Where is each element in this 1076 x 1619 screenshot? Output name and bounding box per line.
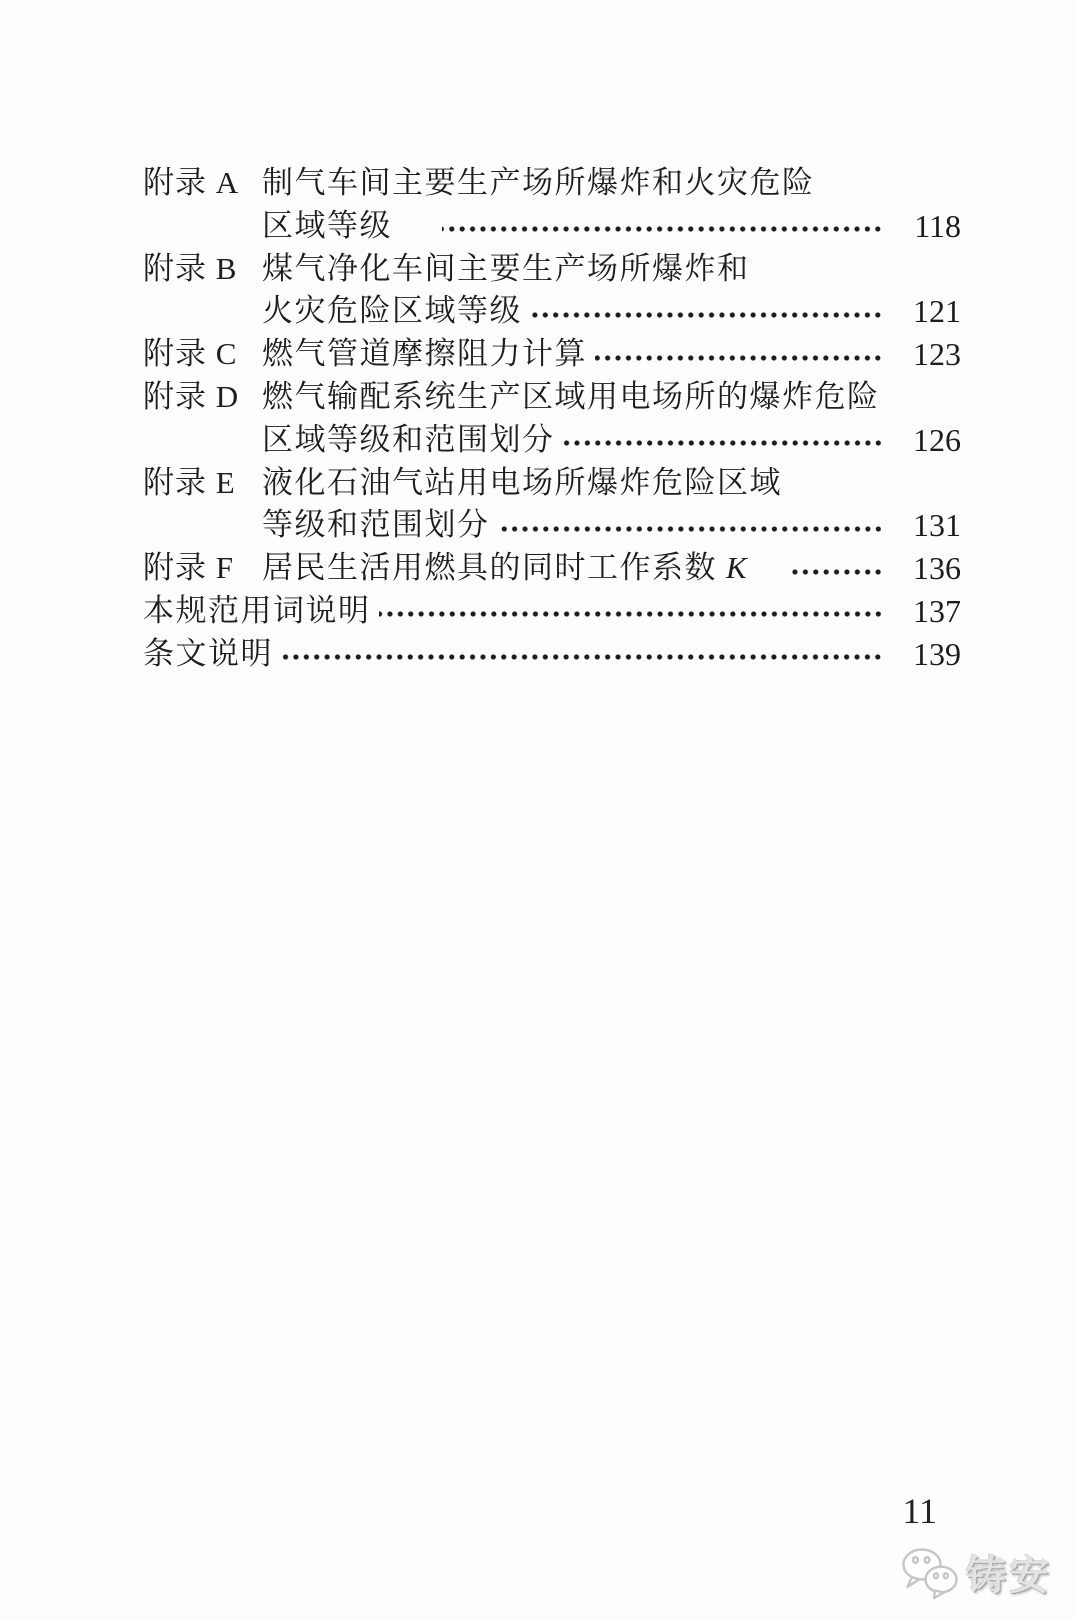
toc-entry-label: 附录 B (143, 250, 238, 286)
dot-leader (595, 353, 883, 363)
toc-entry-title: 等级和范围划分 (262, 507, 490, 543)
toc-entry-title: 制气车间主要生产场所爆炸和火灾危险 (262, 165, 815, 200)
toc-entry-label: 附录 D (143, 378, 240, 414)
dot-leader (281, 652, 883, 662)
page-number: 11 (902, 1491, 937, 1531)
toc-entry-title: 煤气净化车间主要生产场所爆炸和 (262, 250, 750, 286)
toc-entry-title: 居民生活用燃具的同时工作系数 (262, 550, 717, 586)
toc-entry-e-line1 (143, 462, 961, 505)
toc-entry-d-line2 (143, 419, 961, 462)
dot-leader (530, 310, 883, 320)
toc-entry-f (143, 547, 961, 590)
toc-entry-page: 136 (913, 550, 961, 587)
watermark-text: 铸安 (966, 1554, 1052, 1598)
toc-entry-label: 附录 A (143, 165, 240, 200)
toc-entry-title: 条文说明 (143, 635, 273, 671)
toc-entry-page: 121 (913, 293, 961, 330)
toc-entry-page: 139 (913, 635, 961, 672)
italic-variable-k: K (726, 550, 747, 586)
toc-entry-b-line2 (143, 290, 961, 333)
toc-entry-page: 118 (914, 207, 961, 244)
dot-leader (563, 438, 884, 448)
toc-entry-label: 附录 F (143, 550, 234, 586)
toc-entry-terms (143, 590, 961, 633)
toc-entry-title: 燃气输配系统生产区域用电场所的爆炸危险 (262, 378, 880, 414)
toc-entry-page: 131 (913, 507, 961, 544)
toc-entry-page: 123 (913, 336, 961, 373)
toc-entry-title: 区域等级和范围划分 (262, 421, 555, 457)
toc-entry-page: 137 (913, 592, 961, 629)
toc-entry-clauses (143, 633, 961, 676)
toc-entry-label: 附录 E (143, 464, 236, 500)
toc-entry-a-line1 (143, 162, 961, 205)
dot-leader (442, 224, 883, 234)
toc-entry-title: 燃气管道摩擦阻力计算 (262, 336, 587, 372)
dot-leader (789, 567, 883, 577)
toc-entry-c (143, 333, 961, 376)
toc-entry-e-line2 (143, 504, 961, 547)
toc-entry-title: 本规范用词说明 (143, 592, 371, 628)
toc-entry-page: 126 (913, 421, 961, 458)
dot-leader (379, 609, 884, 619)
wechat-icon (901, 1547, 959, 1599)
toc-entry-title: 火灾危险区域等级 (262, 293, 522, 329)
toc-entry-title: 液化石油气站用电场所爆炸危险区域 (262, 464, 782, 500)
toc-entry-title: 区域等级 (262, 207, 392, 243)
toc-entry-d-line1 (143, 376, 961, 419)
toc-entry-label: 附录 C (143, 336, 238, 372)
watermark (901, 1544, 1052, 1601)
toc-entry-b-line1 (143, 248, 961, 291)
toc-entry-a-line2 (143, 205, 961, 248)
toc (143, 162, 961, 676)
dot-leader (498, 524, 884, 534)
